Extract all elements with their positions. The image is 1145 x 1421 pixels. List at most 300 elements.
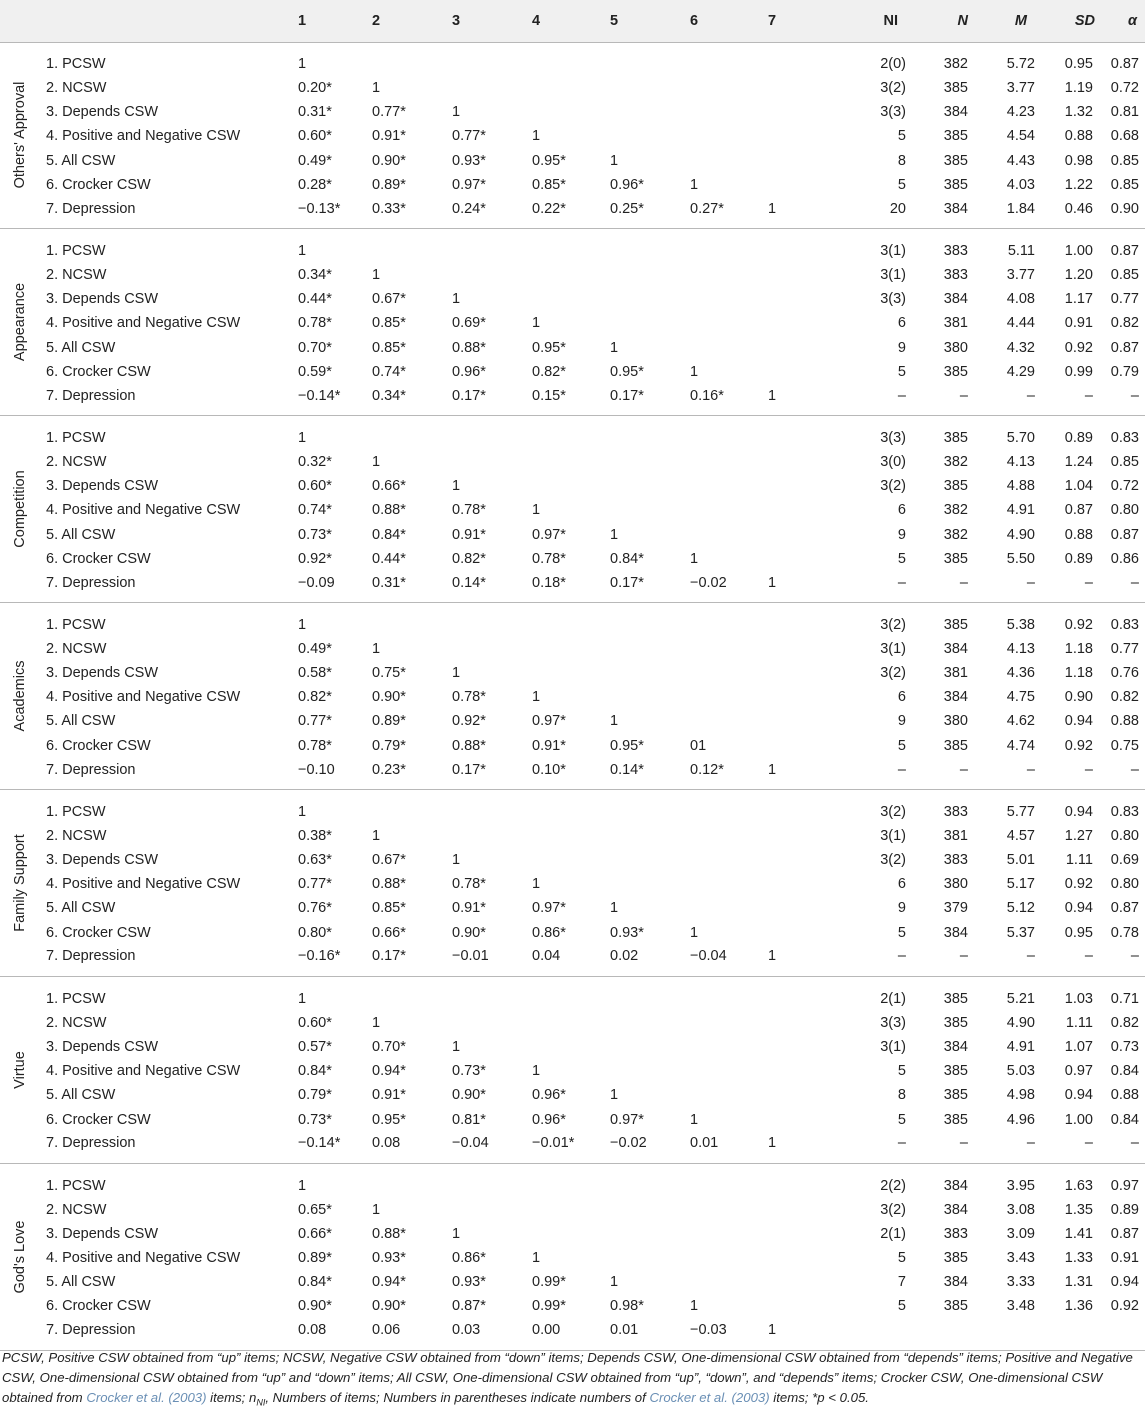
cell-col-4: 0.86* xyxy=(532,924,566,941)
cell-col-2: 0.94* xyxy=(372,1063,406,1080)
cell-ni: 5 xyxy=(897,1250,906,1267)
cell-col-4 xyxy=(532,287,610,311)
cell-col-2: 0.88* xyxy=(372,876,406,893)
table-row xyxy=(0,336,1145,360)
cell-col-3 xyxy=(452,1164,532,1198)
cell-col-1: 1 xyxy=(298,1177,307,1194)
cell-col-7 xyxy=(768,547,833,571)
cell-col-7 xyxy=(768,896,833,920)
cell-col-7 xyxy=(768,360,833,384)
cell-col-1: 0.59* xyxy=(298,363,332,380)
table-row xyxy=(0,921,1145,945)
cell-col-3: 0.73* xyxy=(452,1063,486,1080)
cell-m: 4.57 xyxy=(1006,827,1035,844)
cell-col-7 xyxy=(768,921,833,945)
cell-col-4: 0.99* xyxy=(532,1298,566,1315)
cell-n: 384 xyxy=(943,1177,968,1194)
table-row xyxy=(0,311,1145,335)
cell-col-6 xyxy=(690,685,768,709)
table-row xyxy=(0,1319,1145,1351)
variable-label: 6. Crocker CSW xyxy=(46,924,151,941)
table-row xyxy=(0,522,1145,546)
cell-col-4: 0.95* xyxy=(532,152,566,169)
cell-ni: 3(2) xyxy=(880,617,906,634)
cell-alpha: 0.82 xyxy=(1110,315,1139,332)
cell-ni: 5 xyxy=(897,737,906,754)
cell-n: 384 xyxy=(943,1038,968,1055)
cell-col-2: 0.17* xyxy=(372,948,406,965)
cell-col-7 xyxy=(768,977,833,1011)
variable-label: 5. All CSW xyxy=(46,1274,116,1291)
cell-col-4: 0.15* xyxy=(532,387,566,404)
cell-alpha: 0.87 xyxy=(1110,900,1139,917)
cell-sd: 0.92 xyxy=(1064,737,1093,754)
cell-col-7 xyxy=(768,76,833,100)
cell-col-6 xyxy=(690,287,768,311)
cell-n: – xyxy=(959,387,968,404)
variable-label: 4. Positive and Negative CSW xyxy=(46,1250,241,1267)
cell-col-5: 0.93* xyxy=(610,924,644,941)
cell-col-5 xyxy=(610,1011,690,1035)
cell-col-2: 0.90* xyxy=(372,152,406,169)
table-row xyxy=(0,498,1145,522)
cell-col-3: 0.96* xyxy=(452,363,486,380)
cell-col-7 xyxy=(768,1294,833,1318)
cell-ni: 3(3) xyxy=(880,1014,906,1031)
cell-col-7 xyxy=(768,1246,833,1270)
group-cell xyxy=(0,229,40,416)
cell-col-7 xyxy=(768,872,833,896)
cell-col-4: 0.99* xyxy=(532,1274,566,1291)
cell-ni: 5 xyxy=(897,1063,906,1080)
cell-col-6 xyxy=(690,100,768,124)
cell-col-1: 0.73* xyxy=(298,1111,332,1128)
cell-ni: 2(1) xyxy=(880,990,906,1007)
cell-col-4: 0.97* xyxy=(532,713,566,730)
variable-label: 3. Depends CSW xyxy=(46,104,159,121)
cell-n: 385 xyxy=(943,1298,968,1315)
cell-alpha: 0.87 xyxy=(1110,243,1139,260)
cell-col-4: 1 xyxy=(532,502,541,519)
cell-m: 5.70 xyxy=(1006,430,1035,447)
cell-col-2: 0.95* xyxy=(372,1111,406,1128)
table-row xyxy=(0,42,1145,76)
group-label: Others' Approval xyxy=(12,82,28,189)
cell-col-3: 0.90* xyxy=(452,924,486,941)
cell-ni: 9 xyxy=(897,339,906,356)
group-label: Academics xyxy=(12,660,28,732)
cell-ni: 3(2) xyxy=(880,665,906,682)
cell-alpha: 0.91 xyxy=(1110,1250,1139,1267)
cell-sd: 1.19 xyxy=(1064,80,1093,97)
cell-n: 380 xyxy=(943,713,968,730)
cell-n: – xyxy=(959,761,968,778)
variable-label: 7. Depression xyxy=(46,948,136,965)
cell-m: 4.44 xyxy=(1006,315,1035,332)
cell-alpha: 0.81 xyxy=(1110,104,1139,121)
group-label: Appearance xyxy=(12,283,28,362)
cell-sd: 0.89 xyxy=(1064,550,1093,567)
group-cell xyxy=(0,603,40,790)
cell-col-2: 0.91* xyxy=(372,128,406,145)
table-row xyxy=(0,384,1145,416)
cell-col-5: −0.02 xyxy=(610,1135,647,1152)
cell-col-6 xyxy=(690,1164,768,1198)
cell-col-2 xyxy=(372,416,452,450)
cell-col-2: 1 xyxy=(372,453,381,470)
cell-col-4: 1 xyxy=(532,689,541,706)
cell-col-3: 0.78* xyxy=(452,876,486,893)
cell-col-1: 1 xyxy=(298,56,307,73)
cell-col-6: −0.04 xyxy=(690,948,727,965)
variable-label: 4. Positive and Negative CSW xyxy=(46,1063,241,1080)
cell-ni: 5 xyxy=(897,924,906,941)
cell-col-5 xyxy=(610,124,690,148)
cell-col-5: 0.95* xyxy=(610,363,644,380)
cell-col-1: 0.57* xyxy=(298,1038,332,1055)
cell-col-3 xyxy=(452,603,532,637)
cell-col-7 xyxy=(768,287,833,311)
variable-label: 3. Depends CSW xyxy=(46,1038,159,1055)
variable-label: 1. PCSW xyxy=(46,617,106,634)
table-row xyxy=(0,1164,1145,1198)
cell-sd: 1.32 xyxy=(1064,104,1093,121)
cell-col-4 xyxy=(532,76,610,100)
table-row xyxy=(0,149,1145,173)
cell-col-4 xyxy=(532,416,610,450)
table-row xyxy=(0,1059,1145,1083)
cell-col-1: 1 xyxy=(298,804,307,820)
cell-m: 3.33 xyxy=(1006,1274,1035,1291)
cell-sd: 0.87 xyxy=(1064,502,1093,519)
cell-alpha: 0.92 xyxy=(1110,1298,1139,1315)
cell-ni: 5 xyxy=(897,363,906,380)
cell-col-5 xyxy=(610,498,690,522)
cell-m: 4.43 xyxy=(1006,152,1035,169)
cell-col-5 xyxy=(610,848,690,872)
cell-col-4 xyxy=(532,637,610,661)
header-col-6: 6 xyxy=(690,0,768,42)
table-row xyxy=(0,734,1145,758)
cell-n: 385 xyxy=(943,430,968,447)
cell-col-1: 0.78* xyxy=(298,737,332,754)
cell-col-1: 0.77* xyxy=(298,876,332,893)
cell-col-5 xyxy=(610,76,690,100)
cell-m: 3.09 xyxy=(1006,1225,1035,1242)
cell-col-2: 1 xyxy=(372,267,381,284)
cell-col-6 xyxy=(690,416,768,450)
cell-col-3 xyxy=(452,1011,532,1035)
cell-m: 4.13 xyxy=(1006,453,1035,470)
table-row xyxy=(0,1011,1145,1035)
cell-n: 385 xyxy=(943,1111,968,1128)
cell-col-3 xyxy=(452,263,532,287)
cell-col-6 xyxy=(690,336,768,360)
cell-col-2: 0.23* xyxy=(372,761,406,778)
cell-col-6 xyxy=(690,1059,768,1083)
cell-col-6 xyxy=(690,149,768,173)
cell-col-2: 0.94* xyxy=(372,1274,406,1291)
header-col-3: 3 xyxy=(452,0,532,42)
cell-alpha: 0.77 xyxy=(1110,291,1139,308)
cell-col-6 xyxy=(690,124,768,148)
cell-col-4 xyxy=(532,790,610,824)
cell-m: 3.95 xyxy=(1006,1177,1035,1194)
cell-col-7: 1 xyxy=(768,948,777,965)
cell-col-4: 0.10* xyxy=(532,761,566,778)
table-row xyxy=(0,450,1145,474)
cell-col-7 xyxy=(768,1198,833,1222)
cell-col-7 xyxy=(768,1059,833,1083)
cell-col-6 xyxy=(690,848,768,872)
cell-col-2 xyxy=(372,790,452,824)
table-row xyxy=(0,945,1145,977)
cell-col-3: 0.77* xyxy=(452,128,486,145)
cell-col-2: 0.89* xyxy=(372,713,406,730)
cell-alpha: 0.73 xyxy=(1110,1038,1139,1055)
cell-col-5 xyxy=(610,450,690,474)
cell-col-2: 0.75* xyxy=(372,665,406,682)
table-row xyxy=(0,896,1145,920)
cell-m: 5.17 xyxy=(1006,876,1035,893)
cell-ni: 3(2) xyxy=(880,852,906,869)
table-row xyxy=(0,758,1145,790)
cell-m: 5.50 xyxy=(1006,550,1035,567)
cell-col-5: 0.97* xyxy=(610,1111,644,1128)
cell-col-1: 0.63* xyxy=(298,852,332,869)
cell-ni: – xyxy=(897,1135,906,1152)
cell-m: 4.29 xyxy=(1006,363,1035,380)
cell-col-1: −0.13* xyxy=(298,200,341,217)
cell-col-2: 0.66* xyxy=(372,478,406,495)
cell-col-2: 0.84* xyxy=(372,526,406,543)
cell-col-7 xyxy=(768,149,833,173)
footnote-reference-link[interactable]: Crocker et al. (2003) xyxy=(86,1390,207,1405)
cell-col-1: −0.14* xyxy=(298,387,341,404)
cell-m: 4.32 xyxy=(1006,339,1035,356)
variable-label: 6. Crocker CSW xyxy=(46,737,151,754)
footnote-text-3: , Numbers of items; Numbers in parentheses indicate numbers of xyxy=(265,1390,650,1405)
cell-n: 384 xyxy=(943,200,968,217)
cell-alpha: 0.80 xyxy=(1110,876,1139,893)
cell-col-1: −0.16* xyxy=(298,948,341,965)
cell-alpha: 0.80 xyxy=(1110,827,1139,844)
cell-col-7: 1 xyxy=(768,1322,777,1339)
cell-alpha: – xyxy=(1130,948,1139,965)
cell-col-7 xyxy=(768,498,833,522)
cell-col-7 xyxy=(768,173,833,197)
cell-sd: 1.00 xyxy=(1064,243,1093,260)
cell-col-1: 0.78* xyxy=(298,315,332,332)
cell-col-2: 0.33* xyxy=(372,200,406,217)
cell-col-4: 1 xyxy=(532,1063,541,1080)
cell-col-5: 1 xyxy=(610,900,619,917)
cell-col-2: 0.90* xyxy=(372,1298,406,1315)
cell-sd: 0.99 xyxy=(1064,363,1093,380)
cell-n: 385 xyxy=(943,737,968,754)
cell-n: 383 xyxy=(943,267,968,284)
cell-col-5: 0.17* xyxy=(610,574,644,591)
cell-col-1: 0.60* xyxy=(298,1014,332,1031)
cell-col-3: 0.17* xyxy=(452,387,486,404)
cell-col-6 xyxy=(690,1222,768,1246)
table-row xyxy=(0,197,1145,229)
variable-label: 1. PCSW xyxy=(46,430,106,447)
cell-col-4: 0.18* xyxy=(532,574,566,591)
cell-col-7 xyxy=(768,685,833,709)
cell-sd: 1.22 xyxy=(1064,176,1093,193)
cell-col-6: 1 xyxy=(690,1298,699,1315)
table-row xyxy=(0,100,1145,124)
cell-alpha: 0.79 xyxy=(1110,363,1139,380)
variable-label: 2. NCSW xyxy=(46,640,107,657)
cell-sd: 0.92 xyxy=(1064,617,1093,634)
cell-col-4 xyxy=(532,1164,610,1198)
cell-col-4: 1 xyxy=(532,315,541,332)
cell-ni: 5 xyxy=(897,1298,906,1315)
cell-col-2: 1 xyxy=(372,1014,381,1031)
cell-sd: 1.11 xyxy=(1065,1014,1093,1031)
cell-ni: 5 xyxy=(897,176,906,193)
cell-col-3 xyxy=(452,76,532,100)
cell-col-2: 0.88* xyxy=(372,502,406,519)
table-row xyxy=(0,1270,1145,1294)
cell-col-5: 1 xyxy=(610,1274,619,1291)
cell-col-1: 0.92* xyxy=(298,550,332,567)
cell-col-4 xyxy=(532,661,610,685)
group-cell xyxy=(0,790,40,977)
cell-ni xyxy=(833,1319,912,1351)
cell-m: 4.23 xyxy=(1006,104,1035,121)
cell-alpha: 0.87 xyxy=(1110,1225,1139,1242)
cell-ni: 3(1) xyxy=(880,243,906,260)
variable-label: 6. Crocker CSW xyxy=(46,1298,151,1315)
cell-m: 4.74 xyxy=(1006,737,1035,754)
table-row xyxy=(0,76,1145,100)
cell-m: – xyxy=(1026,387,1035,404)
cell-col-5: 0.98* xyxy=(610,1298,644,1315)
cell-col-6 xyxy=(690,1083,768,1107)
cell-col-2 xyxy=(372,603,452,637)
cell-col-1: −0.10 xyxy=(298,761,335,778)
cell-col-3: 1 xyxy=(452,665,461,682)
table-row xyxy=(0,547,1145,571)
cell-n: – xyxy=(959,1135,968,1152)
table-row xyxy=(0,637,1145,661)
cell-col-7 xyxy=(768,311,833,335)
cell-col-5 xyxy=(610,100,690,124)
cell-col-4: 0.04 xyxy=(532,948,561,965)
variable-label: 4. Positive and Negative CSW xyxy=(46,128,241,145)
header-col-7: 7 xyxy=(768,0,833,42)
header-col-4: 4 xyxy=(532,0,610,42)
cell-col-2: 0.91* xyxy=(372,1087,406,1104)
variable-label: 7. Depression xyxy=(46,200,136,217)
cell-col-5: 1 xyxy=(610,1087,619,1104)
cell-col-5 xyxy=(610,685,690,709)
cell-ni: – xyxy=(897,387,906,404)
cell-col-5 xyxy=(610,1222,690,1246)
cell-col-1: 0.31* xyxy=(298,104,332,121)
cell-sd: 0.89 xyxy=(1064,430,1093,447)
cell-col-6: 0.16* xyxy=(690,387,724,404)
group-cell xyxy=(0,42,40,229)
cell-m: 4.91 xyxy=(1006,1038,1035,1055)
table-row xyxy=(0,263,1145,287)
header-ni: NI xyxy=(833,0,912,42)
variable-label: 6. Crocker CSW xyxy=(46,1111,151,1128)
cell-sd: 0.94 xyxy=(1064,804,1093,820)
cell-alpha: 0.77 xyxy=(1110,640,1139,657)
cell-col-3 xyxy=(452,637,532,661)
cell-ni: 6 xyxy=(897,876,906,893)
cell-sd: 1.35 xyxy=(1064,1201,1093,1218)
cell-col-4 xyxy=(532,229,610,263)
cell-col-1: 0.77* xyxy=(298,713,332,730)
cell-col-1: 0.84* xyxy=(298,1063,332,1080)
cell-ni: 2(1) xyxy=(880,1225,906,1242)
cell-col-5: 0.25* xyxy=(610,200,644,217)
cell-n: 385 xyxy=(943,176,968,193)
cell-col-6 xyxy=(690,637,768,661)
cell-m: 5.12 xyxy=(1006,900,1035,917)
cell-col-4 xyxy=(532,848,610,872)
variable-label: 7. Depression xyxy=(46,1322,136,1339)
cell-col-6 xyxy=(690,1011,768,1035)
cell-col-1: 0.08 xyxy=(298,1322,327,1339)
group-label: Family Support xyxy=(12,834,28,932)
cell-col-5 xyxy=(610,824,690,848)
cell-col-4 xyxy=(532,1222,610,1246)
cell-col-2: 0.08 xyxy=(372,1135,401,1152)
cell-col-5: 0.14* xyxy=(610,761,644,778)
cell-col-2: 0.66* xyxy=(372,924,406,941)
footnote-text-1: PCSW, Positive CSW obtained from “up” items; NCSW, Negative CSW obtained from “down” items; Depends CSW, One-dimensional CSW obtained from “depends” items; Positive and Negative CSW, One-dimensional CSW obtained from “up” and “down” items; All CSW, One-dimensional CSW obtained from “up”, “down”, and “depends” items; Crocker CSW, One-dimensional CSW obtained from xyxy=(2,1350,1133,1405)
cell-col-2: 1 xyxy=(372,827,381,844)
cell-col-5: 0.01 xyxy=(610,1322,639,1339)
cell-col-3: 0.78* xyxy=(452,502,486,519)
table-row xyxy=(0,124,1145,148)
cell-ni: 3(1) xyxy=(880,640,906,657)
cell-col-3: −0.01 xyxy=(452,948,489,965)
footnote-reference-link[interactable]: Crocker et al. (2003) xyxy=(649,1390,770,1405)
cell-col-6 xyxy=(690,1035,768,1059)
cell-sd: – xyxy=(1084,948,1093,965)
cell-sd: – xyxy=(1084,761,1093,778)
cell-alpha: 0.84 xyxy=(1110,1111,1139,1128)
table-row xyxy=(0,603,1145,637)
cell-sd: 1.36 xyxy=(1064,1298,1093,1315)
cell-col-2 xyxy=(372,977,452,1011)
cell-col-1: 1 xyxy=(298,617,307,634)
table-row xyxy=(0,848,1145,872)
cell-col-3: 0.17* xyxy=(452,761,486,778)
cell-col-2: 0.88* xyxy=(372,1225,406,1242)
variable-label: 1. PCSW xyxy=(46,804,106,820)
cell-n: 383 xyxy=(943,804,968,820)
cell-col-1: 0.79* xyxy=(298,1087,332,1104)
cell-col-1: 0.49* xyxy=(298,640,332,657)
cell-col-7 xyxy=(768,637,833,661)
cell-alpha: – xyxy=(1130,761,1139,778)
cell-col-3 xyxy=(452,790,532,824)
cell-ni: 3(2) xyxy=(880,804,906,820)
variable-label: 2. NCSW xyxy=(46,267,107,284)
cell-col-3 xyxy=(452,977,532,1011)
cell-sd: 1.31 xyxy=(1064,1274,1093,1291)
cell-ni: 3(1) xyxy=(880,827,906,844)
cell-col-3: 1 xyxy=(452,291,461,308)
